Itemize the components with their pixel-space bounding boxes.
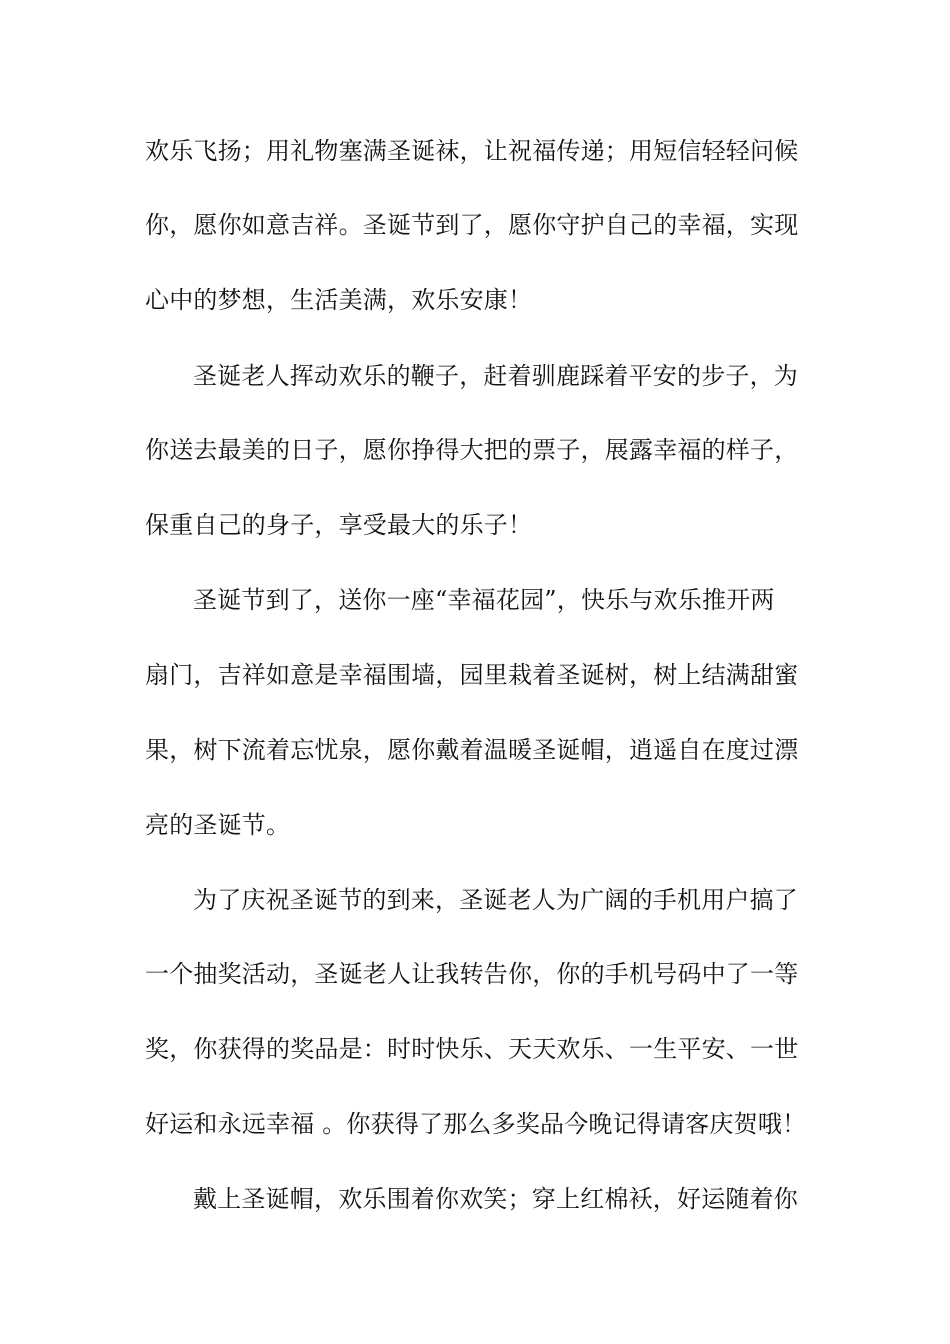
paragraph-first-line: 圣诞老人挥动欢乐的鞭子，赶着驯鹿踩着平安的步子，为 <box>193 362 798 390</box>
text-line: 果，树下流着忘忧泉，愿你戴着温暖圣诞帽，逍遥自在度过漂 <box>145 736 799 764</box>
text-line: 一个抽奖活动，圣诞老人让我转告你，你的手机号码中了一等 <box>145 960 799 988</box>
paragraph-first-line: 戴上圣诞帽，欢乐围着你欢笑；穿上红棉袄，好运随着你 <box>193 1185 798 1213</box>
text-line: 心中的梦想，生活美满，欢乐安康！ <box>145 286 533 314</box>
text-line: 欢乐飞扬；用礼物塞满圣诞袜，让祝福传递；用短信轻轻问候 <box>145 137 799 165</box>
text-line: 扇门，吉祥如意是幸福围墙，园里栽着圣诞树，树上结满甜蜜 <box>145 661 799 689</box>
text-line: 好运和永远幸福 。你获得了那么多奖品今晚记得请客庆贺哦！ <box>145 1110 807 1138</box>
text-line: 你，愿你如意吉祥。圣诞节到了，愿你守护自己的幸福，实现 <box>145 211 799 239</box>
paragraph-first-line: 为了庆祝圣诞节的到来，圣诞老人为广阔的手机用户搞了 <box>193 886 798 914</box>
text-line: 你送去最美的日子，愿你挣得大把的票子，展露幸福的样子， <box>145 436 799 464</box>
text-line: 奖，你获得的奖品是：时时快乐、天天欢乐、一生平安、一世 <box>145 1035 799 1063</box>
paragraph-first-line: 圣诞节到了，送你一座“幸福花园”，快乐与欢乐推开两 <box>193 586 775 614</box>
text-line: 保重自己的身子，享受最大的乐子！ <box>145 511 533 539</box>
text-line: 亮的圣诞节。 <box>145 811 291 839</box>
